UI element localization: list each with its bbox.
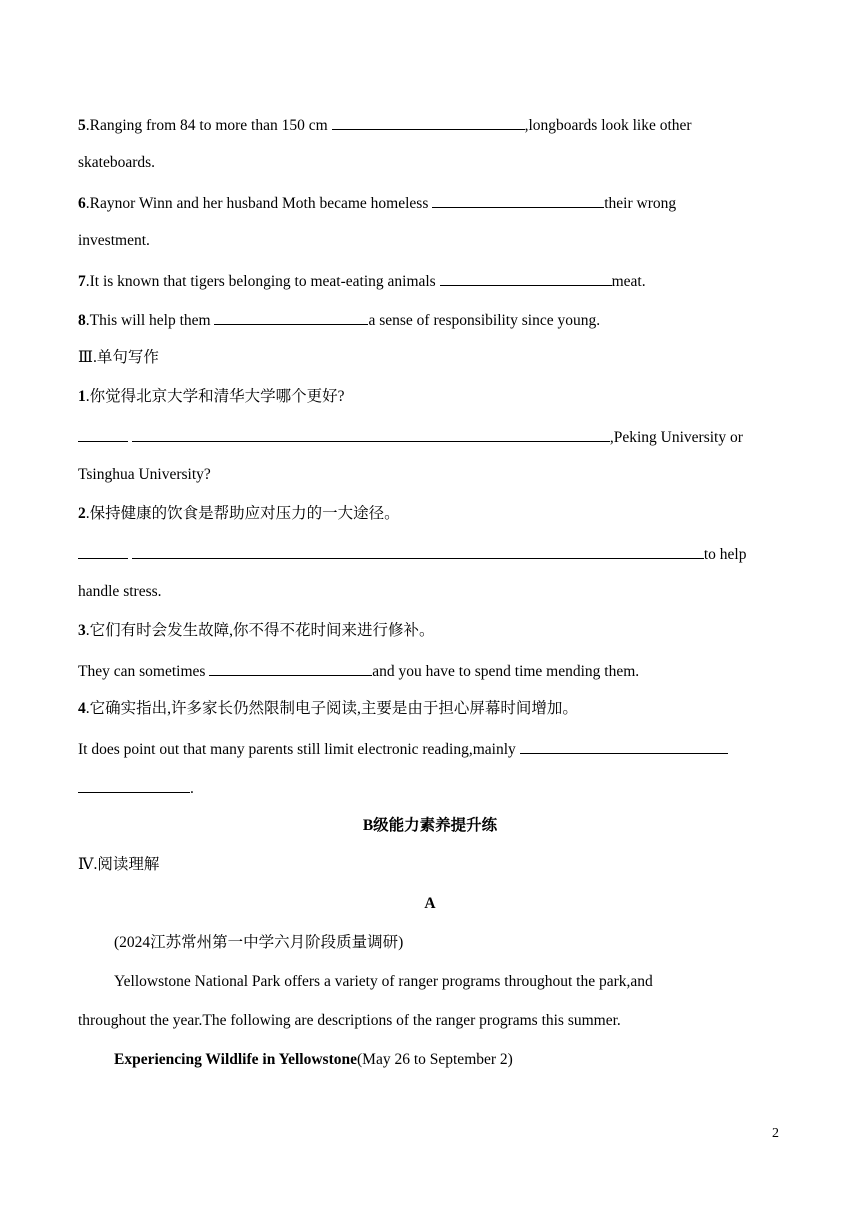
writing-3-answer — [78, 660, 639, 682]
answer-blank[interactable] — [132, 426, 610, 442]
question-5-continuation: skateboards. — [78, 154, 156, 171]
question-text: .Ranging from 84 to more than 150 cm — [85, 117, 332, 134]
question-number: 2 — [78, 505, 86, 522]
question-5 — [78, 114, 692, 136]
question-number: 4 — [78, 700, 86, 717]
writing-4-chinese — [78, 699, 578, 719]
question-7 — [78, 270, 646, 292]
program-heading — [114, 1050, 513, 1070]
question-8 — [78, 309, 600, 331]
question-text: their wrong — [604, 195, 677, 212]
passage-paragraph-continuation: throughout the year.The following are descriptions of the ranger programs this summer. — [78, 1012, 621, 1029]
chinese-prompt: .它确实指出,许多家长仍然限制电子阅读,主要是由于担心屏幕时间增加。 — [85, 700, 578, 717]
question-number: 3 — [78, 622, 86, 639]
writing-1-answer — [78, 426, 743, 448]
passage-label: A — [424, 895, 436, 912]
answer-text: They can sometimes — [78, 663, 210, 680]
answer-blank[interactable] — [520, 738, 728, 754]
writing-3-chinese — [78, 621, 435, 641]
question-number: 6 — [78, 195, 86, 212]
writing-4-continuation — [78, 777, 194, 799]
chinese-prompt: .你觉得北京大学和清华大学哪个更好? — [85, 388, 345, 405]
question-text: .It is known that tigers belonging to meat-eating animals — [85, 273, 440, 290]
chinese-prompt: .保持健康的饮食是帮助应对压力的一大途径。 — [85, 505, 400, 522]
question-number: 8 — [78, 312, 86, 329]
answer-text: It does point out that many parents still limit electronic reading,mainly — [78, 741, 520, 758]
writing-2-continuation: handle stress. — [78, 583, 162, 600]
question-text: meat. — [611, 273, 646, 290]
question-number: 7 — [78, 273, 86, 290]
answer-blank[interactable] — [132, 543, 704, 559]
answer-text: ,Peking University or — [609, 429, 743, 446]
answer-blank[interactable] — [332, 114, 525, 130]
answer-blank[interactable] — [440, 270, 612, 286]
writing-2-chinese — [78, 504, 400, 524]
writing-4-answer — [78, 738, 728, 760]
section-heading: Ⅳ.阅读理解 — [78, 856, 160, 873]
writing-2-answer — [78, 543, 747, 565]
question-number: 5 — [78, 117, 86, 134]
passage-paragraph: Yellowstone National Park offers a variety of ranger programs throughout the park,and — [114, 973, 653, 990]
question-text: .Raynor Winn and her husband Moth became homeless — [85, 195, 433, 212]
question-6 — [78, 192, 676, 214]
answer-text: to help — [703, 546, 747, 563]
answer-blank[interactable] — [78, 777, 190, 793]
writing-1-continuation: Tsinghua University? — [78, 466, 211, 483]
passage-source: (2024江苏常州第一中学六月阶段质量调研) — [114, 934, 404, 951]
answer-blank[interactable] — [432, 192, 604, 208]
question-number: 1 — [78, 388, 86, 405]
program-dates: (May 26 to September 2) — [357, 1051, 513, 1068]
answer-blank[interactable] — [209, 660, 372, 676]
answer-text: and you have to spend time mending them. — [372, 663, 640, 680]
question-text: ,longboards look like other — [524, 117, 692, 134]
page-number: 2 — [772, 1126, 779, 1141]
answer-blank[interactable] — [78, 543, 128, 559]
writing-1-chinese — [78, 387, 345, 407]
answer-blank[interactable] — [214, 309, 368, 325]
answer-blank[interactable] — [78, 426, 128, 442]
question-text: a sense of responsibility since young. — [368, 312, 601, 329]
question-6-continuation: investment. — [78, 232, 150, 249]
chinese-prompt: .它们有时会发生故障,你不得不花时间来进行修补。 — [85, 622, 435, 639]
question-text: .This will help them — [85, 312, 215, 329]
answer-text: . — [190, 780, 194, 797]
level-title: B级能力素养提升练 — [362, 817, 498, 834]
program-title: Experiencing Wildlife in Yellowstone — [114, 1051, 357, 1068]
section-heading: Ⅲ.单句写作 — [78, 349, 159, 366]
